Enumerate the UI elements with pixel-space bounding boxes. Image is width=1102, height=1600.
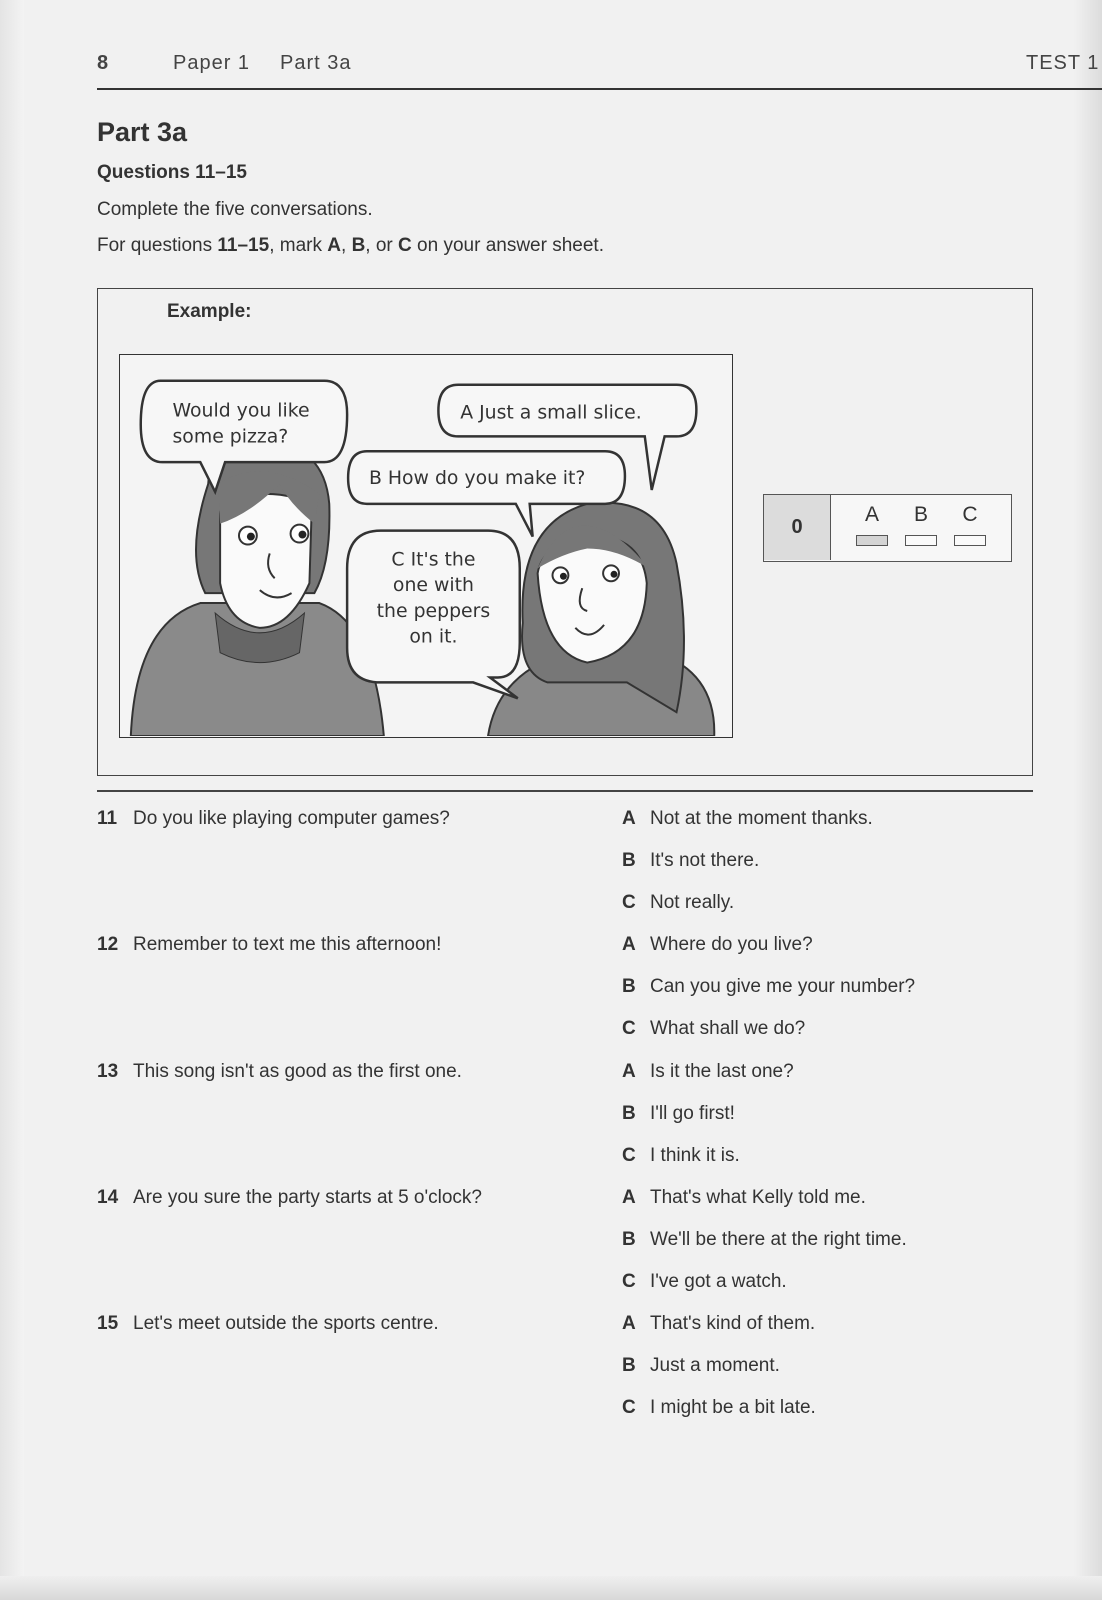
option-15-a: [622, 1313, 815, 1335]
option-13-a: [622, 1061, 794, 1083]
question-12: [97, 934, 441, 956]
option-letter: C: [622, 1397, 636, 1418]
option-11-c: [622, 892, 734, 914]
question-text: This song isn't as good as the first one.: [133, 1061, 462, 1082]
question-14: [97, 1187, 482, 1209]
header-test: TEST 1: [1026, 52, 1100, 74]
section-divider: [97, 790, 1033, 792]
bubble-text: A Just a small slice.: [460, 402, 642, 424]
question-text: Are you sure the party starts at 5 o'clock?: [133, 1187, 482, 1208]
option-15-b: [622, 1355, 780, 1377]
question-number: 13: [97, 1061, 119, 1082]
option-14-b: [622, 1229, 907, 1251]
bubble-text: C It's the: [391, 549, 476, 571]
option-15-c: [622, 1397, 816, 1419]
header-rule: [97, 88, 1102, 90]
option-12-b: [622, 976, 915, 998]
answer-letter-a: A: [864, 503, 879, 526]
question-13: [97, 1061, 462, 1083]
question-number: 14: [97, 1187, 119, 1208]
example-label: Example:: [167, 301, 252, 322]
option-14-c: [622, 1271, 787, 1293]
answer-box-b: [905, 535, 937, 546]
bubble-text: on it.: [409, 626, 458, 648]
option-text: I might be a bit late.: [650, 1397, 816, 1418]
question-number: 11: [97, 808, 118, 829]
option-letter: A: [622, 1061, 636, 1082]
page-number: 8: [97, 52, 110, 74]
option-text: We'll be there at the right time.: [650, 1229, 907, 1250]
option-text: I think it is.: [650, 1145, 740, 1166]
option-letter: A: [622, 1313, 636, 1334]
option-letter: C: [622, 1018, 636, 1039]
answer-letter-b: B: [913, 503, 928, 526]
bubble-text: B How do you make it?: [368, 467, 586, 489]
questions-range: Questions 11–15: [97, 162, 247, 183]
option-12-a: [622, 934, 813, 956]
option-letter: B: [622, 850, 636, 871]
example-answer-box: [763, 494, 1012, 562]
instruction-line-2: For questions 11–15, mark A, B, or C on your answer sheet.: [97, 235, 604, 256]
question-text: Remember to text me this afternoon!: [133, 934, 442, 955]
option-letter: B: [622, 1229, 636, 1250]
option-text: That's what Kelly told me.: [650, 1187, 866, 1208]
option-letter: A: [622, 1187, 636, 1208]
speech-bubble-option-c: [347, 531, 520, 699]
option-13-c: [622, 1145, 740, 1167]
book-spine-shadow: [0, 0, 24, 1600]
question-15: [97, 1313, 439, 1335]
page-bottom-shadow: [0, 1576, 1102, 1600]
question-number: 15: [97, 1313, 119, 1334]
example-number: 0: [764, 495, 831, 560]
option-text: I've got a watch.: [650, 1271, 787, 1292]
answer-box-c: [954, 535, 986, 546]
question-text: Let's meet outside the sports centre.: [133, 1313, 439, 1334]
option-text: Can you give me your number?: [650, 976, 916, 997]
example-comic: [119, 354, 733, 738]
option-letter: C: [622, 1271, 636, 1292]
option-text: That's kind of them.: [650, 1313, 816, 1334]
instruction-line-1: Complete the five conversations.: [97, 199, 373, 220]
option-text: Just a moment.: [650, 1355, 780, 1376]
option-text: Not at the moment thanks.: [650, 808, 873, 829]
option-text: I'll go first!: [650, 1103, 735, 1124]
question-text: Do you like playing computer games?: [133, 808, 450, 829]
page-edge-shadow: [1074, 0, 1102, 1600]
answer-letter-c: C: [962, 503, 978, 526]
option-text: Where do you live?: [650, 934, 813, 955]
option-letter: A: [622, 934, 636, 955]
question-number: 12: [97, 934, 119, 955]
header-part: Part 3a: [280, 52, 352, 74]
option-letter: C: [622, 892, 636, 913]
option-11-b: [622, 850, 759, 872]
bubble-text: Would you like: [172, 400, 310, 422]
option-letter: B: [622, 1103, 636, 1124]
question-11: [97, 808, 450, 830]
option-text: It's not there.: [650, 850, 760, 871]
bubble-text: the peppers: [376, 600, 491, 622]
option-text: What shall we do?: [650, 1018, 806, 1039]
option-12-c: [622, 1018, 805, 1040]
option-letter: B: [622, 1355, 636, 1376]
page-title: Part 3a: [97, 117, 188, 147]
header-paper: Paper 1: [173, 52, 251, 74]
option-letter: B: [622, 976, 636, 997]
bubble-text: some pizza?: [172, 426, 289, 448]
option-text: Is it the last one?: [650, 1061, 794, 1082]
girl-illustration: [488, 503, 714, 736]
answer-box-a-marked: [856, 535, 888, 546]
option-13-b: [622, 1103, 735, 1125]
option-letter: C: [622, 1145, 636, 1166]
option-14-a: [622, 1187, 866, 1209]
bubble-text: one with: [392, 575, 474, 597]
option-letter: A: [622, 808, 636, 829]
option-11-a: [622, 808, 873, 830]
option-text: Not really.: [650, 892, 735, 913]
